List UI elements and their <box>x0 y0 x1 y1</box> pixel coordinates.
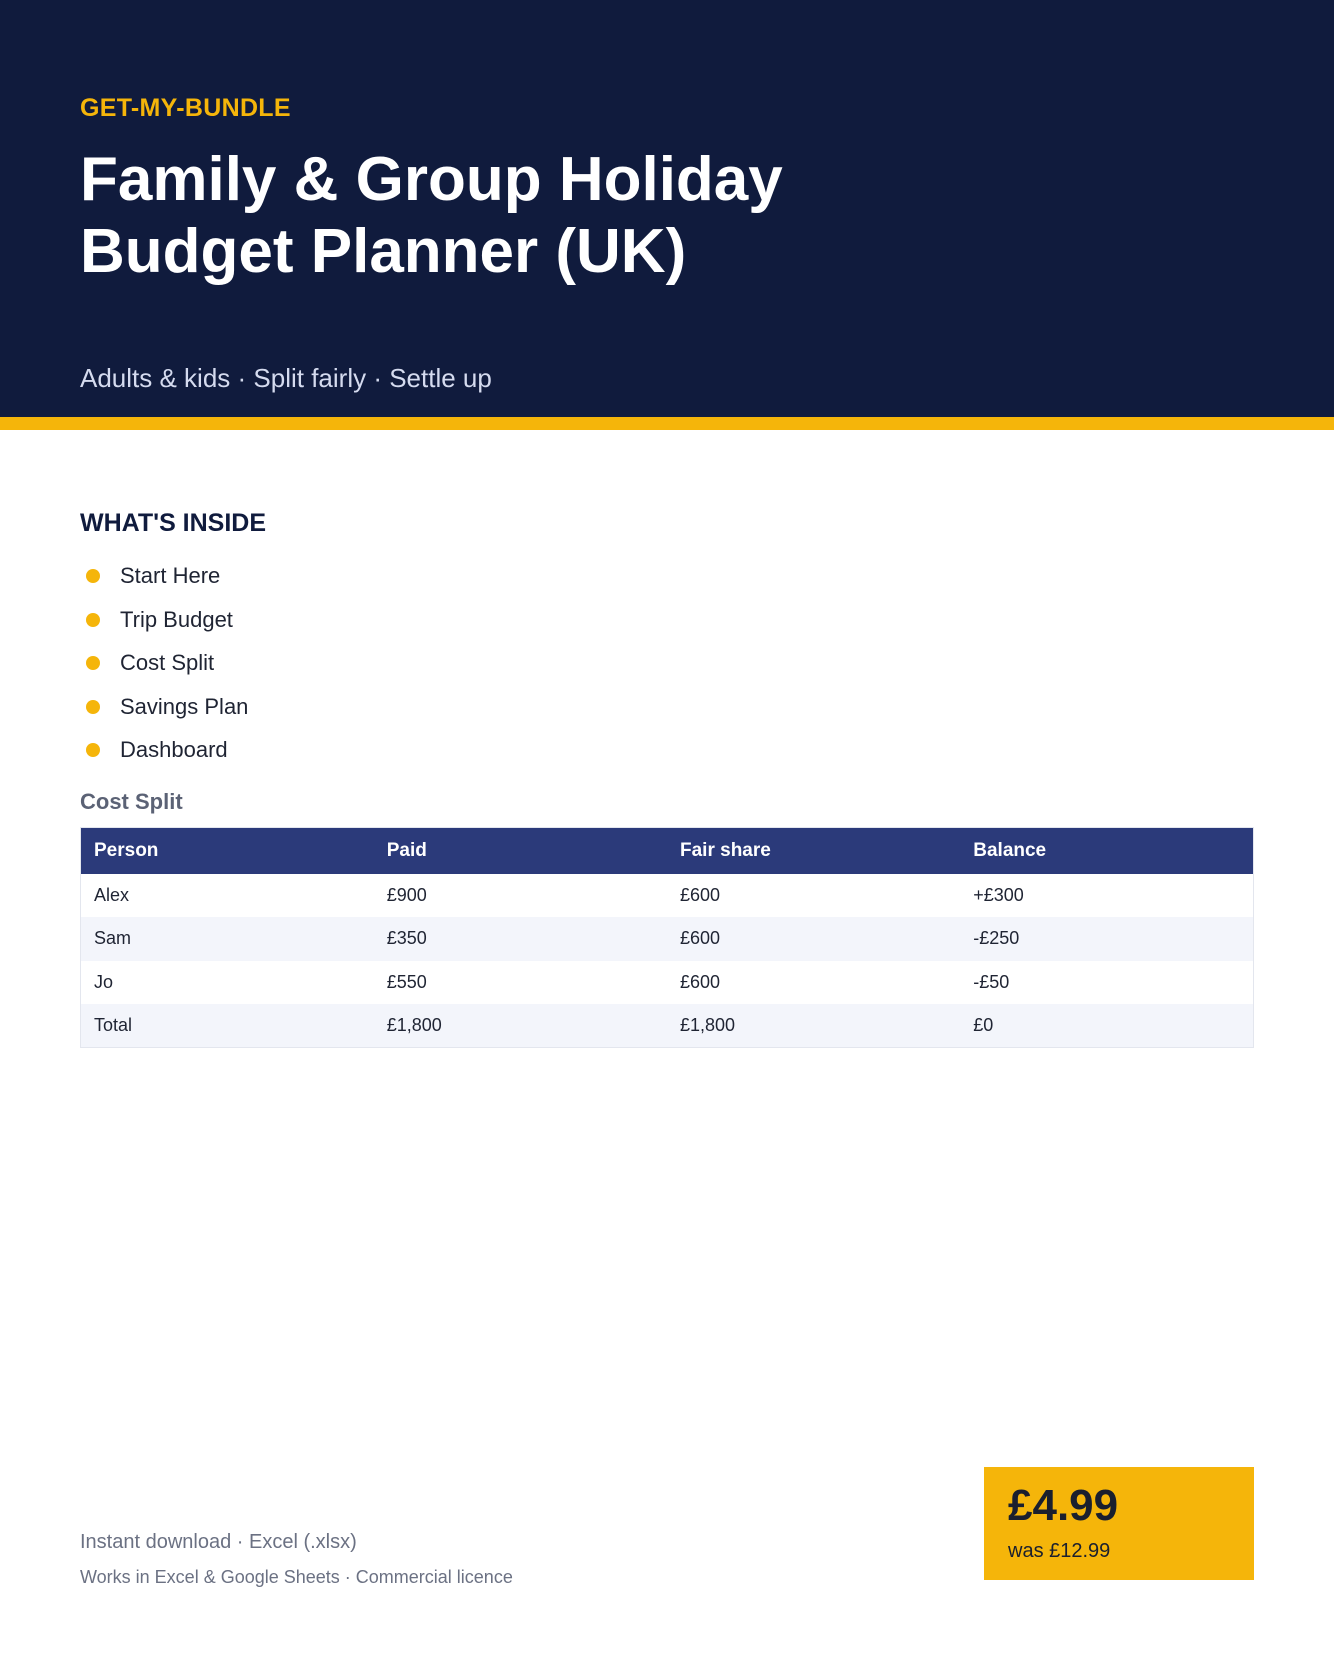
table-cell: Total <box>94 1015 133 1035</box>
table-row <box>81 874 1254 918</box>
bullet-dot-icon <box>86 743 100 757</box>
brand-name: GET-MY-BUNDLE <box>80 94 291 122</box>
table-cell: £600 <box>680 971 721 992</box>
column-header-person: Person <box>94 839 159 861</box>
bullet-dot-icon <box>86 656 100 670</box>
table-cell: Jo <box>94 971 114 992</box>
page-title-line: Budget Planner (UK) <box>80 217 687 286</box>
bullet-dot-icon <box>86 700 100 714</box>
original-price: was £12.99 <box>1008 1540 1111 1562</box>
column-header-fair-share: Fair share <box>680 839 771 861</box>
download-info: Instant download · Excel (.xlsx) <box>80 1531 357 1553</box>
whats-inside-heading: WHAT'S INSIDE <box>80 509 267 537</box>
whats-inside-list <box>80 556 248 774</box>
table-cell: -£50 <box>973 971 1010 992</box>
bullet-dot-icon <box>86 569 100 583</box>
cost-split-title: Cost Split <box>80 789 183 814</box>
list-item-label: Start Here <box>120 563 221 588</box>
table-cell: +£300 <box>973 884 1024 905</box>
page-subtitle: Adults & kids · Split fairly · Settle up <box>80 363 492 393</box>
table-cell: Sam <box>94 928 132 949</box>
table-row <box>81 961 1254 1005</box>
compatibility-info: Works in Excel & Google Sheets · Commercial licence <box>80 1567 513 1587</box>
table-row <box>81 917 1254 961</box>
list-item-label: Savings Plan <box>120 693 249 719</box>
table-cell: £1,800 <box>680 1015 736 1035</box>
table-cell: £900 <box>386 884 427 905</box>
column-header-paid: Paid <box>386 839 427 861</box>
table-row-total <box>81 1004 1254 1048</box>
table-cell: £600 <box>680 884 721 905</box>
hero-banner <box>0 0 1334 417</box>
current-price: £4.99 <box>1008 1481 1119 1530</box>
table-cell: £1,800 <box>386 1015 442 1035</box>
column-header-balance: Balance <box>973 839 1047 861</box>
list-item-label: Cost Split <box>120 650 215 675</box>
table-cell: £350 <box>386 928 427 949</box>
list-item <box>80 687 248 731</box>
cost-split-table <box>80 827 1254 1048</box>
price-badge <box>984 1467 1254 1580</box>
table-cell: Alex <box>94 884 130 905</box>
table-header-row <box>81 828 1254 874</box>
bullet-dot-icon <box>86 613 100 627</box>
list-item <box>80 600 248 644</box>
list-item-label: Dashboard <box>120 737 228 762</box>
table-cell: -£250 <box>973 928 1020 949</box>
table-cell: £600 <box>680 928 721 949</box>
accent-stripe <box>0 417 1334 430</box>
list-item <box>80 643 248 687</box>
table-cell: £550 <box>386 971 427 992</box>
list-item <box>80 730 248 774</box>
page-title-line: Family & Group Holiday <box>80 145 783 214</box>
list-item <box>80 556 248 600</box>
page-title <box>80 144 980 288</box>
list-item-label: Trip Budget <box>120 606 233 632</box>
table-cell: £0 <box>973 1015 994 1035</box>
